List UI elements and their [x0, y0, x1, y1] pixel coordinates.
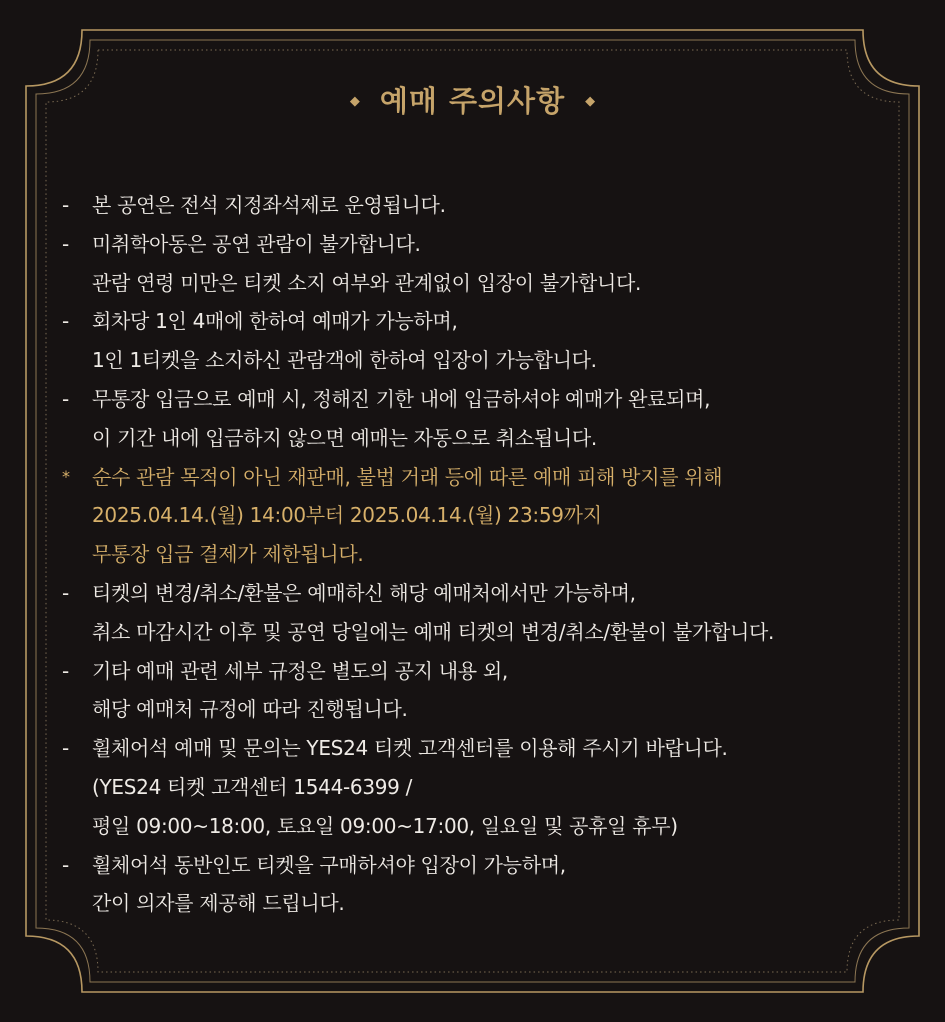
dash-bullet-icon: -: [62, 852, 69, 877]
notice-text: 관람 연령 미만은 티켓 소지 여부와 관계없이 입장이 불가합니다.: [92, 270, 642, 295]
dash-bullet-icon: -: [62, 658, 69, 683]
dash-bullet-icon: -: [62, 580, 69, 605]
diamond-ornament-right-icon: ◆: [585, 93, 596, 109]
notice-line: [62, 690, 892, 729]
notice-text: 간이 의자를 제공해 드립니다.: [92, 891, 345, 916]
notice-line: [62, 884, 892, 923]
notice-line: [62, 613, 892, 652]
dash-bullet-icon: -: [62, 193, 69, 217]
notice-line: [62, 264, 892, 303]
notice-text: 회차당 1인 4매에 한하여 예매가 가능하며,: [92, 309, 458, 334]
notice-text: 미취학아동은 공연 관람이 불가합니다.: [92, 231, 421, 256]
notice-line: [62, 652, 892, 691]
highlight-notice-line: [62, 535, 892, 574]
notice-line: [62, 807, 892, 846]
page-title: 예매 주의사항: [379, 83, 566, 118]
notice-text: 무통장 입금 결제가 제한됩니다.: [92, 542, 364, 567]
notice-text: 휠체어석 예매 및 문의는 YES24 티켓 고객센터를 이용해 주시기 바랍니다.: [92, 736, 728, 761]
notice-list: [62, 186, 892, 923]
notice-line: [62, 186, 892, 225]
notice-line: [62, 380, 892, 419]
notice-line: [62, 225, 892, 264]
notice-text: 이 기간 내에 입금하지 않으면 예매는 자동으로 취소됩니다.: [92, 425, 597, 450]
dash-bullet-icon: -: [62, 309, 69, 334]
notice-line: [62, 302, 892, 341]
dash-bullet-icon: -: [62, 231, 69, 256]
notice-text: 티켓의 변경/취소/환불은 예매하신 해당 예매처에서만 가능하며,: [92, 580, 636, 605]
notice-text: 취소 마감시간 이후 및 공연 당일에는 예매 티켓의 변경/취소/환불이 불가합니다.: [92, 619, 775, 644]
asterisk-bullet-icon: *: [62, 466, 70, 486]
highlight-notice-line: [62, 458, 892, 497]
notice-text: (YES24 티켓 고객센터 1544-6399 /: [92, 774, 413, 799]
title-bar: [0, 74, 945, 124]
notice-line: [62, 341, 892, 380]
dash-bullet-icon: -: [62, 736, 69, 761]
highlight-notice-line: [62, 496, 892, 535]
notice-text: 순수 관람 목적이 아닌 재판매, 불법 거래 등에 따른 예매 피해 방지를 위해: [92, 464, 723, 489]
notice-line: [62, 574, 892, 613]
dash-bullet-icon: -: [62, 386, 69, 411]
notice-line: [62, 419, 892, 458]
notice-text: 본 공연은 전석 지정좌석제로 운영됩니다.: [92, 193, 446, 217]
notice-text: 휠체어석 동반인도 티켓을 구매하셔야 입장이 가능하며,: [92, 852, 566, 877]
diamond-ornament-left-icon: ◆: [349, 93, 360, 109]
notice-text: 해당 예매처 규정에 따라 진행됩니다.: [92, 697, 408, 722]
notice-text: 기타 예매 관련 세부 규정은 별도의 공지 내용 외,: [92, 658, 508, 683]
notice-line: [62, 729, 892, 768]
notice-text: 평일 09:00~18:00, 토요일 09:00~17:00, 일요일 및 공휴일 휴무): [92, 813, 678, 838]
notice-text: 1인 1티켓을 소지하신 관람객에 한하여 입장이 가능합니다.: [92, 348, 597, 373]
notice-line: [62, 846, 892, 885]
notice-text: 2025.04.14.(월) 14:00부터 2025.04.14.(월) 23:59까지: [92, 503, 602, 528]
notice-line: [62, 768, 892, 807]
notice-text: 무통장 입금으로 예매 시, 정해진 기한 내에 입금하셔야 예매가 완료되며,: [92, 386, 711, 411]
